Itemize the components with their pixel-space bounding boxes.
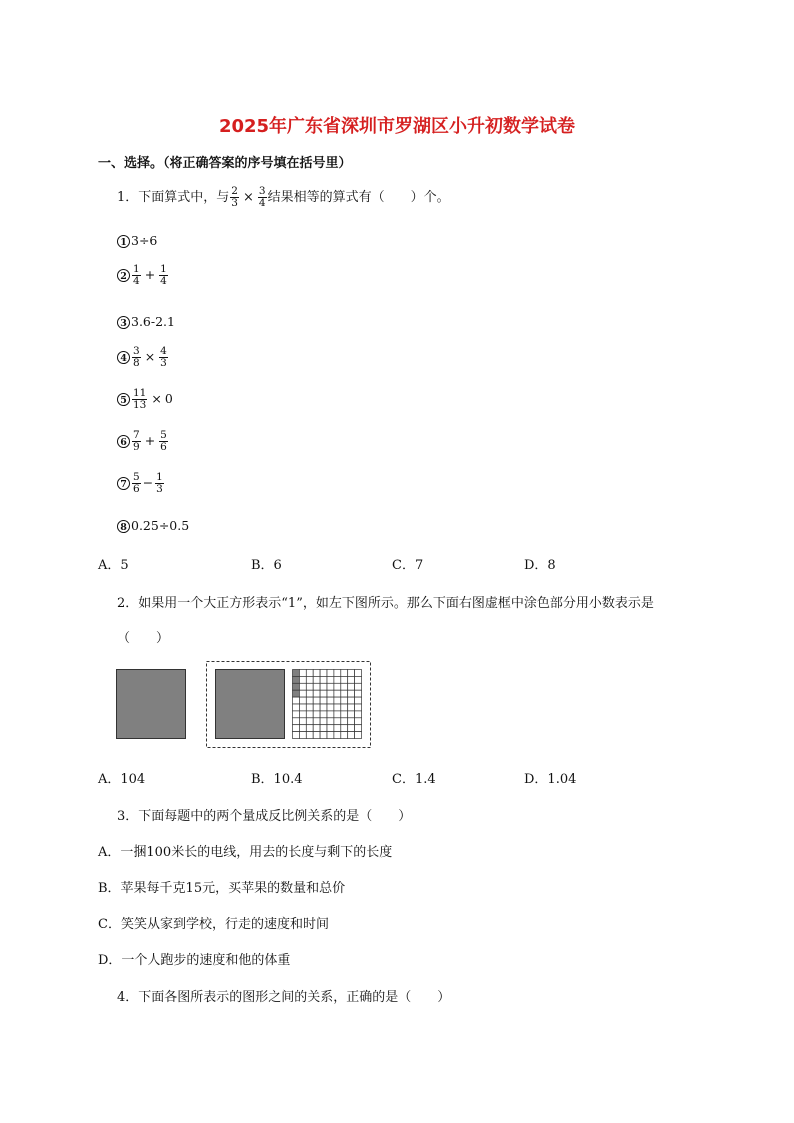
grid-cell (334, 725, 341, 732)
grid-cell (299, 670, 306, 677)
grid-cell (306, 670, 313, 677)
q3-option-b: B．苹果每千克15元，买苹果的数量和总价 (98, 881, 346, 896)
grid-cell (313, 732, 320, 739)
grid-cell (327, 725, 334, 732)
q3-option-c: C．笑笑从家到学校，行走的速度和时间 (98, 917, 329, 932)
fraction: $\frac{1}{4}$ (133, 263, 140, 287)
shaded-whole-square (216, 670, 285, 739)
q1-item-4: 4 $\frac{3}{8}$ × $\frac{4}{3}$ (117, 346, 169, 369)
q1-item-1: 1 3÷6 (117, 233, 157, 248)
fraction: $\frac{3}{8}$ (133, 345, 140, 369)
fraction: $\frac{1}{3}$ (156, 471, 163, 495)
grid-cell (327, 690, 334, 697)
grid-cell (341, 697, 348, 704)
grid-cell (327, 718, 334, 725)
grid-cell (334, 732, 341, 739)
grid-cell (306, 690, 313, 697)
q1-option-d: D．8 (524, 558, 556, 573)
grid-cell (313, 676, 320, 683)
grid-cell (320, 670, 327, 677)
grid-cell (334, 711, 341, 718)
q1-item-3: 3 3.6-2.1 (117, 314, 175, 329)
fraction: $\frac{3}{4}$ (258, 185, 266, 209)
grid-cell (341, 676, 348, 683)
q1-item-6: 6 $\frac{7}{9}$ + $\frac{5}{6}$ (117, 430, 169, 453)
q3-option-d: D．一个人跑步的速度和他的体重 (98, 953, 291, 968)
grid-cell (299, 732, 306, 739)
q2-option-b: B．10.4 (251, 772, 303, 787)
grid-cell (313, 704, 320, 711)
circled-number: 7 (117, 477, 130, 490)
grid-cell (320, 711, 327, 718)
fraction: $\frac{1}{4}$ (160, 263, 167, 287)
grid-cell (334, 697, 341, 704)
grid-cell (327, 732, 334, 739)
circled-number: 1 (117, 235, 130, 248)
grid-cell (327, 704, 334, 711)
q1-item-5: 5 $\frac{11}{13}$ × 0 (117, 388, 173, 411)
grid-cell (348, 690, 355, 697)
grid-cell (341, 670, 348, 677)
grid-cell (306, 711, 313, 718)
grid-cell (306, 676, 313, 683)
grid-cell (348, 732, 355, 739)
grid-cell (341, 732, 348, 739)
grid-cell (355, 683, 362, 690)
unit-square (117, 670, 186, 739)
q2-option-d: D．1.04 (524, 772, 577, 787)
grid-cell (293, 732, 300, 739)
grid-cell (348, 711, 355, 718)
grid-cell (355, 697, 362, 704)
grid-cell (320, 683, 327, 690)
page-title: 2025年广东省深圳市罗湖区小升初数学试卷 (218, 116, 576, 137)
grid-cell (313, 725, 320, 732)
grid-cell (348, 697, 355, 704)
grid-cell (313, 683, 320, 690)
circled-number: 8 (117, 520, 130, 533)
grid-cell (334, 690, 341, 697)
grid-cell (299, 704, 306, 711)
circled-number: 5 (117, 393, 130, 406)
grid-cell (355, 711, 362, 718)
grid-cell (355, 718, 362, 725)
circled-number: 4 (117, 351, 130, 364)
q2-figure (110, 656, 380, 752)
grid-cell (327, 676, 334, 683)
grid-cell (341, 711, 348, 718)
q1-option-a: A．5 (98, 558, 129, 573)
grid-cell (341, 725, 348, 732)
grid-cell (348, 718, 355, 725)
grid-cell (306, 718, 313, 725)
circled-number: 6 (117, 435, 130, 448)
grid-cell (306, 683, 313, 690)
grid-cell (355, 676, 362, 683)
grid-cell (341, 704, 348, 711)
grid-cell (334, 676, 341, 683)
fraction: $\frac{2}{3}$ (231, 185, 238, 209)
q1-item-8: 8 0.25÷0.5 (117, 518, 189, 533)
grid-cell (293, 697, 300, 704)
grid-cell (341, 718, 348, 725)
grid-cell (299, 683, 306, 690)
question-4: 4．下面各图所表示的图形之间的关系，正确的是（ ） (117, 990, 451, 1005)
q1-item-7: 7 $\frac{5}{6}$ − $\frac{1}{3}$ (117, 472, 165, 495)
question-1: 1．下面算式中，与 $\frac{2}{3}$ × $\frac{3}{4}$ 结果相等的算式有（ ）个。 (117, 185, 450, 209)
grid-cell (327, 670, 334, 677)
grid-cell (313, 670, 320, 677)
grid-cell (355, 670, 362, 677)
grid-cell (293, 683, 300, 690)
grid-cell (293, 718, 300, 725)
q2-paren: （ ） (117, 631, 170, 646)
hundred-grid (293, 670, 362, 739)
circled-number: 3 (117, 316, 130, 329)
question-2: 2．如果用一个大正方形表示“1”，如左下图所示。那么下面右图虚框中涂色部分用小数表示是 (117, 596, 654, 611)
grid-cell (293, 676, 300, 683)
fraction: $\frac{7}{9}$ (133, 429, 140, 453)
grid-cell (293, 725, 300, 732)
grid-cell (306, 697, 313, 704)
grid-cell (313, 690, 320, 697)
grid-cell (341, 683, 348, 690)
grid-cell (306, 725, 313, 732)
grid-cell (320, 725, 327, 732)
grid-cell (299, 718, 306, 725)
grid-cell (306, 732, 313, 739)
grid-cell (293, 690, 300, 697)
q2-option-c: C．1.4 (392, 772, 436, 787)
grid-cell (306, 704, 313, 711)
section-heading: 一、选择。（将正确答案的序号填在括号里） (98, 156, 352, 171)
fraction: $\frac{5}{6}$ (133, 471, 140, 495)
q1-prefix: 1．下面算式中，与 (117, 190, 230, 205)
grid-cell (320, 690, 327, 697)
fraction: $\frac{5}{6}$ (160, 429, 167, 453)
q1-option-c: C．7 (392, 558, 424, 573)
grid-cell (293, 704, 300, 711)
grid-cell (299, 711, 306, 718)
q3-option-a: A．一捆100米长的电线，用去的长度与剩下的长度 (98, 845, 393, 860)
grid-cell (348, 725, 355, 732)
grid-cell (334, 718, 341, 725)
fraction: $\frac{4}{3}$ (160, 345, 167, 369)
grid-cell (327, 697, 334, 704)
grid-cell (320, 697, 327, 704)
question-3: 3．下面每题中的两个量成反比例关系的是（ ） (117, 809, 412, 824)
grid-cell (320, 732, 327, 739)
grid-cell (327, 711, 334, 718)
grid-cell (334, 704, 341, 711)
grid-cell (341, 690, 348, 697)
grid-cell (320, 704, 327, 711)
grid-cell (299, 690, 306, 697)
grid-cell (348, 676, 355, 683)
grid-cell (320, 676, 327, 683)
grid-cell (348, 670, 355, 677)
grid-cell (299, 676, 306, 683)
grid-cell (313, 697, 320, 704)
grid-cell (355, 732, 362, 739)
grid-cell (320, 718, 327, 725)
grid-cell (293, 670, 300, 677)
q1-option-b: B．6 (251, 558, 282, 573)
q1-item-2: 2 $\frac{1}{4}$ + $\frac{1}{4}$ (117, 264, 169, 287)
grid-cell (355, 704, 362, 711)
grid-cell (348, 704, 355, 711)
q2-option-a: A．104 (98, 772, 146, 787)
grid-cell (293, 711, 300, 718)
grid-cell (355, 690, 362, 697)
grid-cell (327, 683, 334, 690)
grid-cell (313, 711, 320, 718)
grid-cell (355, 725, 362, 732)
circled-number: 2 (117, 269, 130, 282)
grid-cell (299, 725, 306, 732)
grid-cell (348, 683, 355, 690)
grid-cell (313, 718, 320, 725)
grid-cell (334, 683, 341, 690)
fraction: $\frac{11}{13}$ (133, 387, 147, 411)
grid-cell (299, 697, 306, 704)
grid-cell (334, 670, 341, 677)
q1-suffix: 结果相等的算式有（ ）个。 (267, 190, 450, 205)
